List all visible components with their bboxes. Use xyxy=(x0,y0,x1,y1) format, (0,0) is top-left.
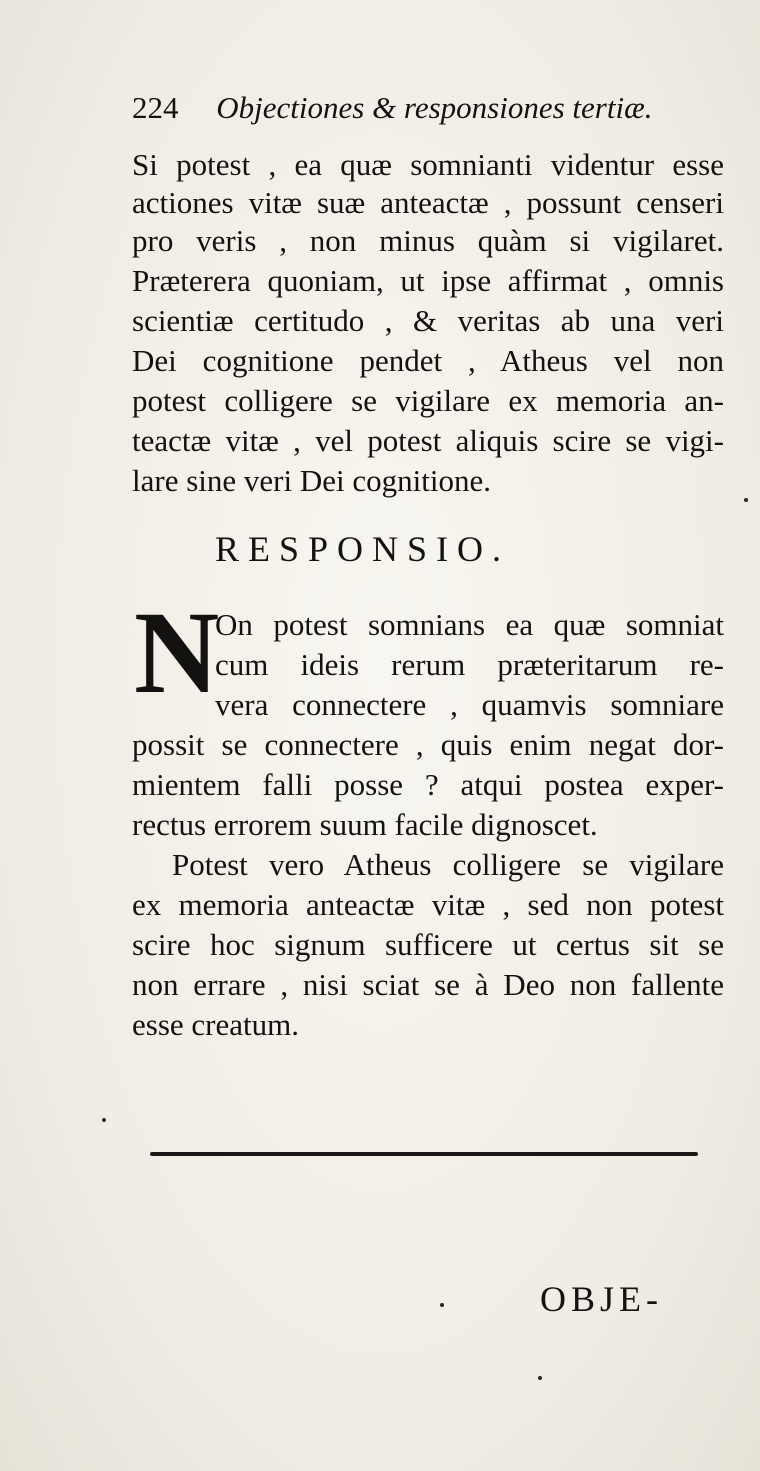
text-line: ex memoria anteactæ vitæ , sed non potest xyxy=(132,887,724,922)
ink-speck xyxy=(440,1303,444,1307)
text-line: teactæ vitæ , vel potest aliquis scire se vigi- xyxy=(132,423,724,458)
text-line: mientem falli posse ? atqui postea exper- xyxy=(132,767,724,802)
text-line: scire hoc signum sufficere ut certus sit se xyxy=(132,927,724,962)
catchword: OBJE- xyxy=(540,1279,663,1319)
running-head xyxy=(132,90,653,126)
text-line: scientiæ certitudo , & veritas ab una veri xyxy=(132,303,724,338)
text-line: lare sine veri Dei cognitione. xyxy=(132,463,491,498)
ink-speck xyxy=(538,1376,542,1380)
text-line: Potest vero Atheus colligere se vigilare xyxy=(172,847,724,882)
text-line: cum ideis rerum præteritarum re- xyxy=(215,647,724,682)
ink-speck xyxy=(102,1118,106,1122)
text-line: On potest somnians ea quæ somniat xyxy=(215,607,724,642)
text-line: potest colligere se vigilare ex memoria an- xyxy=(132,383,724,418)
running-title: Objectiones & responsiones tertiæ. xyxy=(216,90,653,125)
text-line: vera connectere , quamvis somniare xyxy=(215,687,724,722)
text-line: esse creatum. xyxy=(132,1007,299,1042)
text-line: Si potest , ea quæ somnianti videntur esse xyxy=(132,147,724,182)
horizontal-rule xyxy=(150,1152,698,1156)
text-line: possit se connectere , quis enim negat dor- xyxy=(132,727,724,762)
text-line: rectus errorem suum facile dignoscet. xyxy=(132,807,598,842)
drop-cap: N xyxy=(134,587,220,718)
section-heading: RESPONSIO. xyxy=(215,529,511,569)
text-line: Præterera quoniam, ut ipse affirmat , omnis xyxy=(132,263,724,298)
page-number: 224 xyxy=(132,90,179,125)
ink-speck xyxy=(744,498,748,502)
text-line: non errare , nisi sciat se à Deo non fallente xyxy=(132,967,724,1002)
text-line: pro veris , non minus quàm si vigilaret. xyxy=(132,223,724,258)
text-line: actiones vitæ suæ anteactæ , possunt censeri xyxy=(132,185,724,220)
text-line: Dei cognitione pendet , Atheus vel non xyxy=(132,343,724,378)
